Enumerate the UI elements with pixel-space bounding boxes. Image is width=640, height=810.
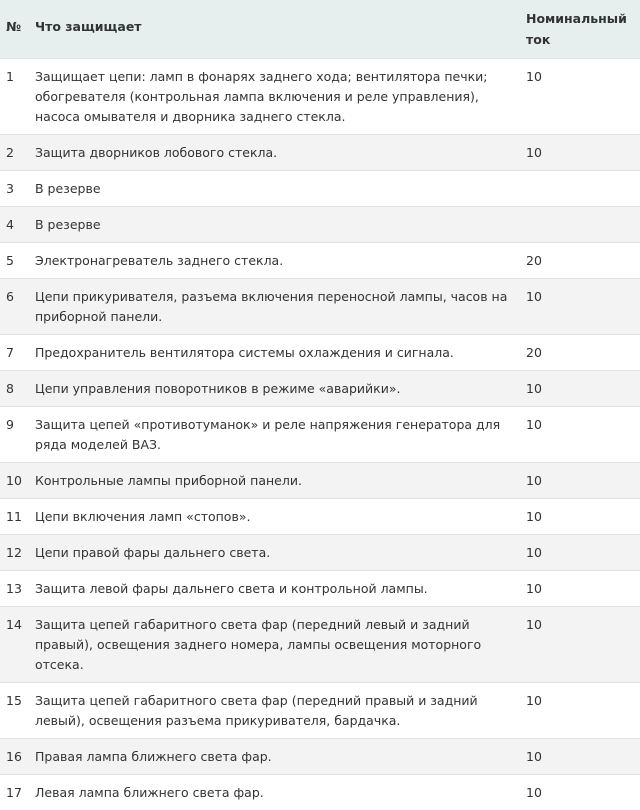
table-row bbox=[0, 775, 640, 810]
table-row bbox=[0, 739, 640, 775]
table-row bbox=[0, 683, 640, 739]
table-row bbox=[0, 207, 640, 243]
fuse-description: Левая лампа ближнего света фар. bbox=[29, 775, 520, 810]
table-row bbox=[0, 243, 640, 279]
fuse-current: 20 bbox=[520, 335, 640, 371]
fuse-description: Защита цепей габаритного света фар (передний левый и задний правый), освещения заднего номера, лампы освещения моторного отсека. bbox=[29, 607, 520, 683]
fuse-current: 10 bbox=[520, 135, 640, 171]
fuse-number: 15 bbox=[0, 683, 29, 739]
fuse-current: 10 bbox=[520, 59, 640, 135]
header-description: Что защищает bbox=[29, 0, 520, 59]
fuse-number: 7 bbox=[0, 335, 29, 371]
fuse-description: Защита цепей «противотуманок» и реле напряжения генератора для ряда моделей ВАЗ. bbox=[29, 407, 520, 463]
fuse-number: 5 bbox=[0, 243, 29, 279]
fuse-current: 10 bbox=[520, 683, 640, 739]
fuse-number: 10 bbox=[0, 463, 29, 499]
fuse-description: Защита дворников лобового стекла. bbox=[29, 135, 520, 171]
table-row bbox=[0, 535, 640, 571]
fuse-description: Цепи управления поворотников в режиме «аварийки». bbox=[29, 371, 520, 407]
fuse-current bbox=[520, 171, 640, 207]
fuse-number: 6 bbox=[0, 279, 29, 335]
fuse-current: 10 bbox=[520, 499, 640, 535]
fuse-current: 10 bbox=[520, 775, 640, 810]
table-row bbox=[0, 499, 640, 535]
fuse-number: 17 bbox=[0, 775, 29, 810]
table-header-row bbox=[0, 0, 640, 59]
fuse-description: Цепи прикуривателя, разъема включения переносной лампы, часов на приборной панели. bbox=[29, 279, 520, 335]
fuse-number: 12 bbox=[0, 535, 29, 571]
fuse-number: 16 bbox=[0, 739, 29, 775]
table-row bbox=[0, 135, 640, 171]
fuse-current bbox=[520, 207, 640, 243]
fuse-current: 10 bbox=[520, 535, 640, 571]
table-row bbox=[0, 407, 640, 463]
fuse-description: В резерве bbox=[29, 171, 520, 207]
fuse-number: 4 bbox=[0, 207, 29, 243]
header-current: Номинальный ток bbox=[520, 0, 640, 59]
fuse-description: Защищает цепи: ламп в фонарях заднего хода; вентилятора печки; обогревателя (контрольная лампа включения и реле управления), насоса омывателя и дворника заднего стекла. bbox=[29, 59, 520, 135]
fuse-number: 14 bbox=[0, 607, 29, 683]
fuse-current: 10 bbox=[520, 279, 640, 335]
fuse-current: 20 bbox=[520, 243, 640, 279]
fuse-number: 8 bbox=[0, 371, 29, 407]
table-row bbox=[0, 463, 640, 499]
fuse-description: В резерве bbox=[29, 207, 520, 243]
table-body bbox=[0, 59, 640, 810]
fuse-description: Контрольные лампы приборной панели. bbox=[29, 463, 520, 499]
fuse-current: 10 bbox=[520, 571, 640, 607]
fuse-current: 10 bbox=[520, 607, 640, 683]
table-row bbox=[0, 171, 640, 207]
table-row bbox=[0, 371, 640, 407]
fuse-current: 10 bbox=[520, 407, 640, 463]
fuse-description: Цепи правой фары дальнего света. bbox=[29, 535, 520, 571]
header-number: № bbox=[0, 0, 29, 59]
fuse-current: 10 bbox=[520, 463, 640, 499]
table-row bbox=[0, 571, 640, 607]
fuse-description: Защита левой фары дальнего света и контрольной лампы. bbox=[29, 571, 520, 607]
fuse-number: 13 bbox=[0, 571, 29, 607]
fuse-description: Предохранитель вентилятора системы охлаждения и сигнала. bbox=[29, 335, 520, 371]
fuse-number: 1 bbox=[0, 59, 29, 135]
fuse-description: Электронагреватель заднего стекла. bbox=[29, 243, 520, 279]
fuse-description: Защита цепей габаритного света фар (передний правый и задний левый), освещения разъема прикуривателя, бардачка. bbox=[29, 683, 520, 739]
fuse-description: Правая лампа ближнего света фар. bbox=[29, 739, 520, 775]
fuse-current: 10 bbox=[520, 739, 640, 775]
fuse-current: 10 bbox=[520, 371, 640, 407]
table-row bbox=[0, 59, 640, 135]
fuse-number: 9 bbox=[0, 407, 29, 463]
fuse-number: 3 bbox=[0, 171, 29, 207]
table-row bbox=[0, 607, 640, 683]
table-row bbox=[0, 335, 640, 371]
table-row bbox=[0, 279, 640, 335]
fuse-number: 11 bbox=[0, 499, 29, 535]
fuse-number: 2 bbox=[0, 135, 29, 171]
fuse-description: Цепи включения ламп «стопов». bbox=[29, 499, 520, 535]
